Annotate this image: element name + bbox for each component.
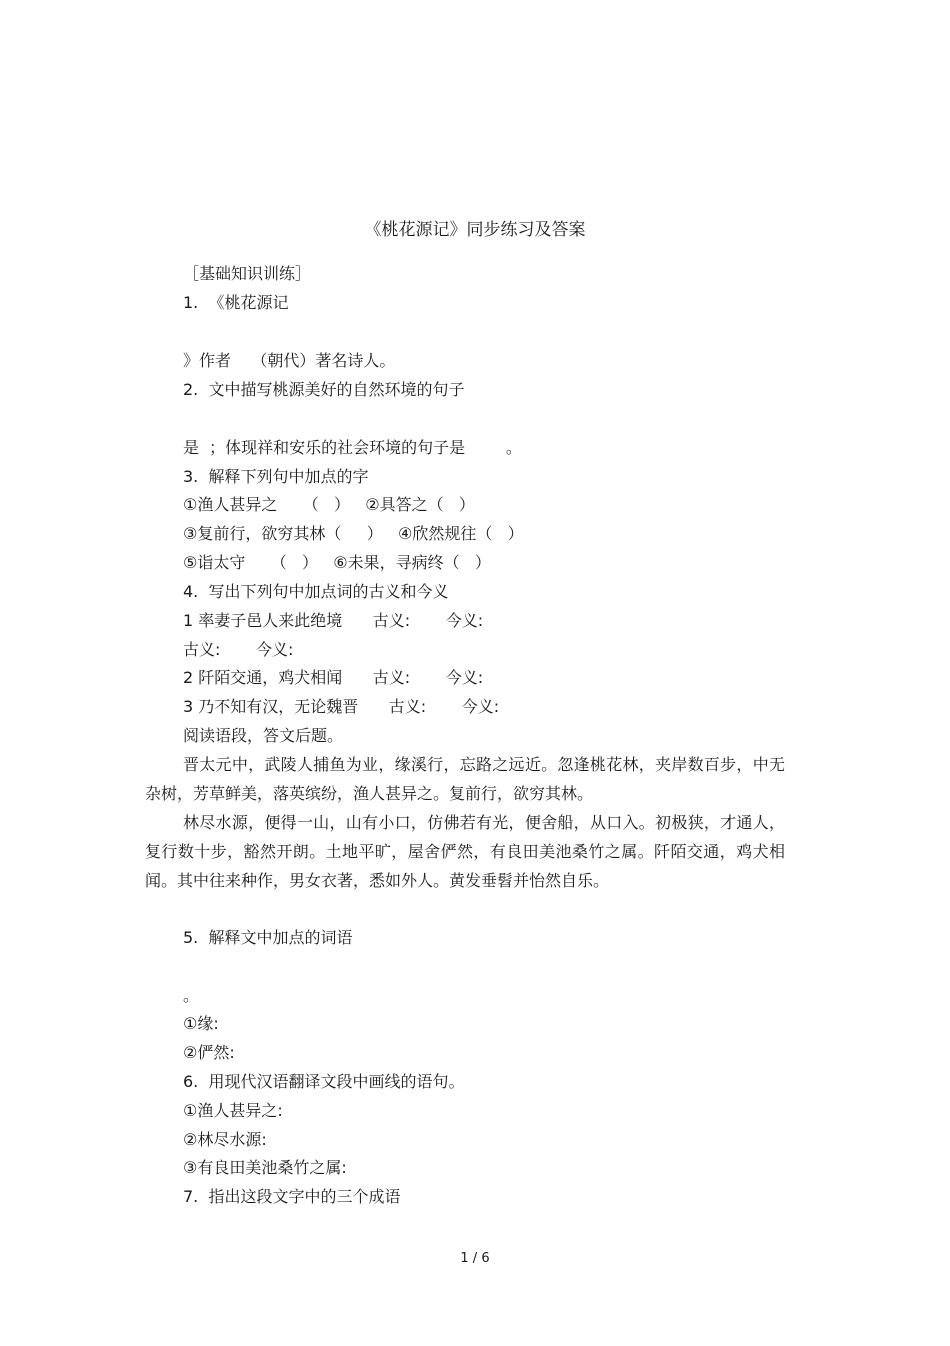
- question-5-continued: 。: [183, 986, 200, 1005]
- question-1-continued: 》作者 （朝代）著名诗人。: [183, 351, 396, 370]
- passage-paragraph-2: 林尽水源，便得一山，山有小口，仿佛若有光，便舍船，从口入。初极狭，才通人，复行数十步，豁然开朗。土地平旷，屋舍俨然，有良田美池桑竹之属。阡陌交通，鸡犬相闻。其中往来种作，男女衣著，悉如外人。黄发垂髫并怡然自乐。: [145, 813, 785, 890]
- question-6-item-2: ②林尽水源:: [183, 1130, 267, 1149]
- question-5-item-2: ②俨然:: [183, 1043, 235, 1062]
- question-3-items-c: ⑤诣太守 （ ） ⑥未果，寻病终（ ）: [183, 553, 491, 572]
- section-label: ［基础知识训练］: [183, 264, 312, 283]
- question-7: 7. 指出这段文字中的三个成语: [183, 1187, 401, 1206]
- question-6: 6. 用现代汉语翻译文段中画线的语句。: [183, 1072, 465, 1091]
- passage-paragraph-1: 晋太元中，武陵人捕鱼为业，缘溪行，忘路之远近。忽逢桃花林，夹岸数百步，中无杂树，芳草鲜美，落英缤纷，渔人甚异之。复前行，欲穷其林。: [145, 755, 785, 803]
- question-2-continued: 是 ；体现祥和安乐的社会环境的句子是 。: [183, 438, 522, 457]
- question-5-item-1: ①缘:: [183, 1014, 219, 1033]
- question-5: 5. 解释文中加点的词语: [183, 928, 353, 947]
- reading-instruction: 阅读语段，答文后题。: [183, 726, 344, 745]
- question-6-item-3: ③有良田美池桑竹之属:: [183, 1158, 347, 1177]
- question-4-item-1: 1 率妻子邑人来此绝境 古义: 今义:: [183, 611, 484, 630]
- page-title: 《桃花源记》同步练习及答案: [364, 220, 586, 240]
- question-3: 3. 解释下列句中加点的字: [183, 467, 369, 486]
- question-1: 1. 《桃花源记: [183, 293, 289, 312]
- question-3-items-a: ①渔人甚异之 （ ） ②具答之（ ）: [183, 495, 475, 514]
- page-number: 1 / 6: [460, 1251, 490, 1266]
- question-4-item-3: 3 乃不知有汉，无论魏晋 古义: 今义:: [183, 697, 500, 716]
- question-3-items-b: ③复前行，欲穷其林（ ） ④欣然规往（ ）: [183, 524, 524, 543]
- question-2: 2. 文中描写桃源美好的自然环境的句子: [183, 380, 465, 399]
- question-4-item-1b: 古义: 今义:: [183, 640, 294, 659]
- question-4-item-2: 2 阡陌交通，鸡犬相闻 古义: 今义:: [183, 668, 484, 687]
- question-6-item-1: ①渔人甚异之:: [183, 1101, 283, 1120]
- question-4: 4. 写出下列句中加点词的古义和今义: [183, 582, 449, 601]
